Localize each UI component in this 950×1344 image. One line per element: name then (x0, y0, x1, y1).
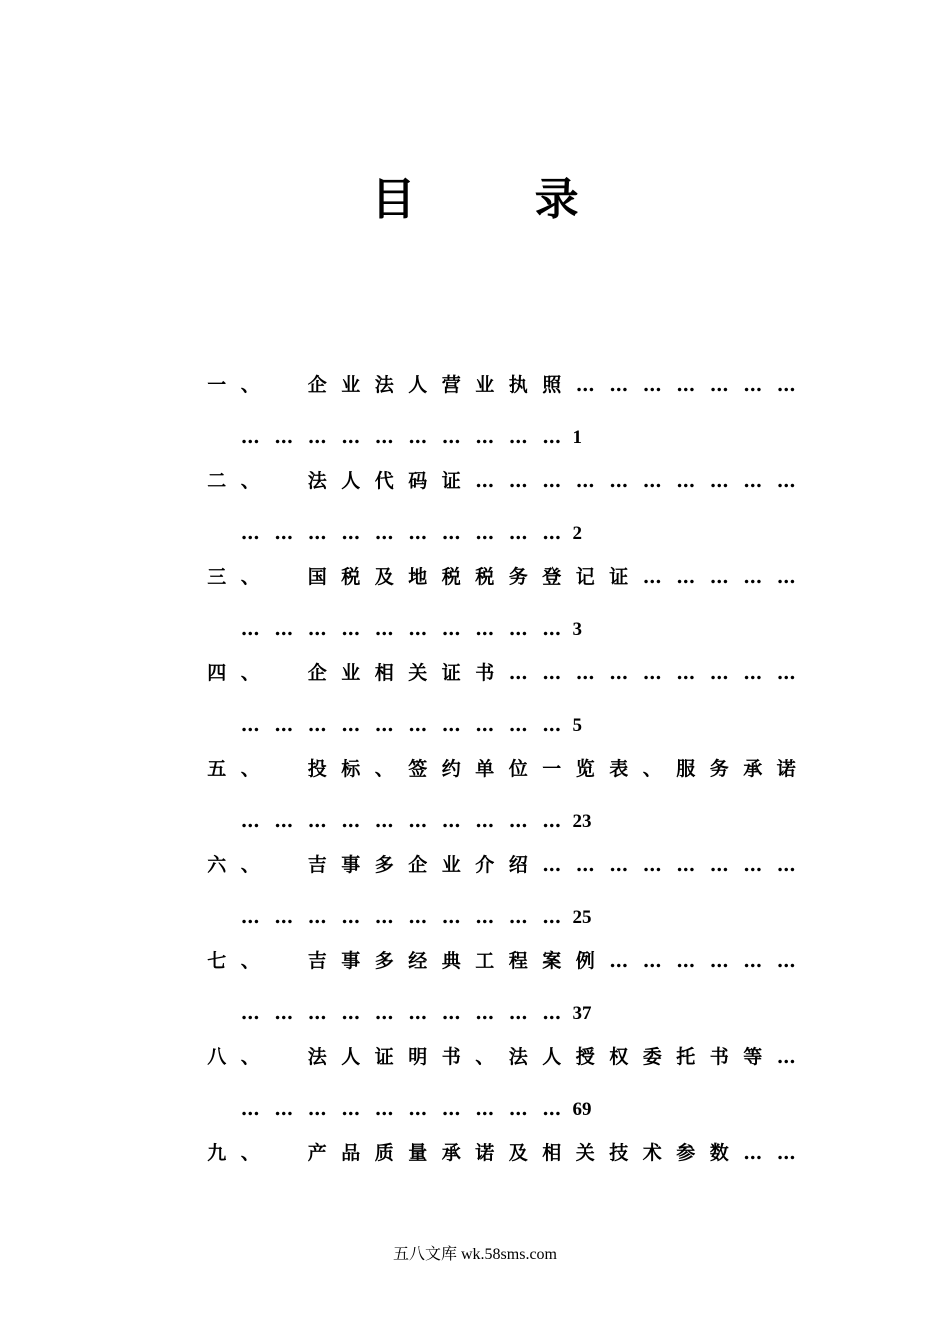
toc-char: 及 (508, 1142, 528, 1164)
toc-entry-title (301, 374, 569, 396)
leader-dots: … (307, 618, 327, 640)
toc-char: 表 (609, 758, 629, 780)
toc-char: 多 (374, 854, 394, 876)
toc-page-number: 25 (572, 907, 592, 928)
leader-dots: … (240, 906, 260, 928)
toc-page-number: 69 (572, 1099, 592, 1120)
toc-entry-number: 八 (207, 1046, 227, 1068)
toc-char: 证 (441, 662, 461, 684)
leader-dots: … (341, 906, 361, 928)
leader-dots: … (408, 1098, 428, 1120)
toc-page-number: 37 (572, 1003, 592, 1024)
toc-char: 事 (341, 854, 361, 876)
toc-entry[interactable] (200, 370, 803, 400)
leader-dots: … (575, 374, 595, 396)
toc-char: 品 (341, 1142, 361, 1164)
toc-char: 诺 (776, 758, 796, 780)
toc-entry-separator: 、 (240, 1046, 260, 1068)
page-title: 目 录 (371, 174, 631, 225)
leader-dots: … (441, 522, 461, 544)
toc-char: 相 (374, 662, 394, 684)
leader-dots: … (609, 950, 629, 972)
leader-dots: … (743, 854, 763, 876)
toc-char: 证 (374, 1046, 394, 1068)
toc-char: 及 (374, 566, 394, 588)
toc-char: 业 (441, 854, 461, 876)
leader-dots: … (307, 1002, 327, 1024)
toc-char: 量 (408, 1142, 428, 1164)
toc-char: 吉 (307, 950, 327, 972)
toc-char: 事 (341, 950, 361, 972)
leader-dots: … (709, 470, 729, 492)
toc-char: 税 (475, 566, 495, 588)
toc-entry-continuation (234, 422, 583, 452)
toc-char: 登 (542, 566, 562, 588)
toc-entry-continuation (234, 614, 583, 644)
leader-dots: … (709, 566, 729, 588)
leader-dots: … (508, 470, 528, 492)
leader-dots: … (307, 906, 327, 928)
leader-dots: … (408, 522, 428, 544)
toc-entry-title (301, 566, 636, 588)
leader-dots: … (475, 426, 495, 448)
toc-entry-number: 五 (207, 758, 227, 780)
toc-char: 执 (508, 374, 528, 396)
toc-char: 承 (441, 1142, 461, 1164)
leader-dots: … (274, 1098, 294, 1120)
leader-dots: … (475, 1002, 495, 1024)
leader-dots: … (374, 1002, 394, 1024)
leader-dots: … (508, 1098, 528, 1120)
toc-entry-continuation (234, 902, 592, 932)
toc-char: 记 (575, 566, 595, 588)
leader-dots: … (743, 950, 763, 972)
leader-dots: … (575, 662, 595, 684)
leader-dots: … (709, 950, 729, 972)
toc-char: 法 (374, 374, 394, 396)
toc-char: 标 (341, 758, 361, 780)
leader-dots: … (776, 566, 796, 588)
toc-char: 营 (441, 374, 461, 396)
leader-dots: … (240, 618, 260, 640)
leader-dots: … (743, 470, 763, 492)
leader-dots: … (240, 522, 260, 544)
toc-entry-separator: 、 (240, 1142, 260, 1164)
leader-dots: … (475, 1098, 495, 1120)
toc-char: 约 (441, 758, 461, 780)
toc-char: 照 (542, 374, 562, 396)
toc-char: 企 (408, 854, 428, 876)
toc-char: 相 (542, 1142, 562, 1164)
toc-entry-title (301, 854, 536, 876)
toc-entry-number: 九 (207, 1142, 227, 1164)
leader-dots: … (441, 1098, 461, 1120)
leader-dots: … (475, 470, 495, 492)
toc-char: 质 (374, 1142, 394, 1164)
toc-char: 代 (374, 470, 394, 492)
leader-dots: … (307, 1098, 327, 1120)
leader-dots: … (609, 854, 629, 876)
leader-dots: … (508, 1002, 528, 1024)
toc-char: 书 (441, 1046, 461, 1068)
leader-dots: … (441, 714, 461, 736)
leader-dots: … (776, 854, 796, 876)
toc-char: 位 (508, 758, 528, 780)
toc-entry[interactable] (200, 466, 803, 496)
leader-dots: … (441, 906, 461, 928)
leader-dots: … (508, 618, 528, 640)
leader-dots: … (743, 566, 763, 588)
toc-char: 法 (307, 1046, 327, 1068)
leader-dots: … (408, 906, 428, 928)
toc-page-number: 3 (572, 619, 582, 640)
toc-char: 人 (341, 1046, 361, 1068)
toc-entry-title (301, 470, 469, 492)
leader-dots: … (408, 810, 428, 832)
toc-char: 人 (341, 470, 361, 492)
leader-dots: … (642, 662, 662, 684)
leader-dots: … (676, 854, 696, 876)
leader-dots: … (240, 810, 260, 832)
toc-entry-title (301, 758, 804, 780)
toc-entry-continuation (234, 710, 583, 740)
toc-entry-number: 七 (207, 950, 227, 972)
toc-char: 书 (709, 1046, 729, 1068)
leader-dots: … (508, 810, 528, 832)
toc-page-number: 5 (572, 715, 582, 736)
leader-dots: … (374, 1098, 394, 1120)
leader-dots: … (441, 426, 461, 448)
leader-dots: … (374, 810, 394, 832)
leader-dots: … (776, 950, 796, 972)
toc-char: 税 (341, 566, 361, 588)
toc-entry-number: 六 (207, 854, 227, 876)
toc-char: 服 (676, 758, 696, 780)
leader-dots: … (475, 906, 495, 928)
leader-dots: … (374, 522, 394, 544)
toc-char: 企 (307, 374, 327, 396)
toc-entry[interactable] (200, 946, 803, 976)
leader-dots: … (508, 662, 528, 684)
leader-dots: … (441, 618, 461, 640)
toc-entry-number: 四 (207, 662, 227, 684)
toc-char: 产 (307, 1142, 327, 1164)
leader-dots: … (307, 714, 327, 736)
leader-dots: … (642, 950, 662, 972)
leader-dots: … (341, 1002, 361, 1024)
leader-dots: … (274, 426, 294, 448)
leader-dots: … (408, 426, 428, 448)
toc-char: 权 (609, 1046, 629, 1068)
leader-dots: … (609, 470, 629, 492)
leader-dots: … (307, 426, 327, 448)
leader-dots: … (743, 662, 763, 684)
leader-dots: … (542, 662, 562, 684)
toc-entry-number: 一 (207, 374, 227, 396)
toc-char: 绍 (508, 854, 528, 876)
toc-char: 参 (676, 1142, 696, 1164)
toc-char: 数 (709, 1142, 729, 1164)
toc-entry[interactable] (200, 562, 803, 592)
toc-entry[interactable] (200, 1138, 803, 1168)
toc-char: 经 (408, 950, 428, 972)
toc-entry-separator: 、 (240, 950, 260, 972)
toc-char: 吉 (307, 854, 327, 876)
leader-dots: … (240, 1002, 260, 1024)
leader-dots: … (475, 714, 495, 736)
toc-entry[interactable] (200, 850, 803, 880)
toc-char: 证 (441, 470, 461, 492)
leader-dots: … (341, 426, 361, 448)
leader-dots: … (508, 714, 528, 736)
leader-dots: … (542, 1098, 562, 1120)
leader-dots: … (709, 662, 729, 684)
leader-dots: … (776, 470, 796, 492)
toc-page-number: 23 (572, 811, 592, 832)
toc-char: 承 (743, 758, 763, 780)
leader-dots: … (274, 522, 294, 544)
leader-dots: … (676, 470, 696, 492)
toc-char: 企 (307, 662, 327, 684)
leader-dots: … (776, 1142, 796, 1164)
leader-dots: … (743, 374, 763, 396)
toc-char: 明 (408, 1046, 428, 1068)
leader-dots: … (408, 618, 428, 640)
toc-char: 工 (475, 950, 495, 972)
leader-dots: … (508, 906, 528, 928)
leader-dots: … (642, 470, 662, 492)
toc-page-number: 1 (572, 427, 582, 448)
toc-char: 税 (441, 566, 461, 588)
toc-entry[interactable] (200, 1042, 803, 1072)
leader-dots: … (441, 810, 461, 832)
toc-char: 码 (408, 470, 428, 492)
toc-char: 务 (709, 758, 729, 780)
toc-char: 投 (307, 758, 327, 780)
toc-entry-continuation (234, 518, 583, 548)
leader-dots: … (542, 810, 562, 832)
leader-dots: … (374, 618, 394, 640)
toc-char: 业 (341, 662, 361, 684)
leader-dots: … (408, 714, 428, 736)
leader-dots: … (642, 566, 662, 588)
toc-entry-title (301, 662, 502, 684)
leader-dots: … (609, 662, 629, 684)
toc-entry-title (301, 950, 603, 972)
toc-entry-separator: 、 (240, 662, 260, 684)
leader-dots: … (274, 714, 294, 736)
leader-dots: … (676, 374, 696, 396)
toc-entry[interactable] (200, 754, 803, 784)
leader-dots: … (274, 906, 294, 928)
leader-dots: … (542, 714, 562, 736)
toc-char: 、 (642, 758, 662, 780)
toc-char: 人 (408, 374, 428, 396)
leader-dots: … (776, 662, 796, 684)
toc-char: 委 (642, 1046, 662, 1068)
leader-dots: … (676, 662, 696, 684)
toc-char: 一 (542, 758, 562, 780)
toc-char: 案 (542, 950, 562, 972)
leader-dots: … (307, 522, 327, 544)
leader-dots: … (642, 854, 662, 876)
toc-entry-separator: 、 (240, 854, 260, 876)
leader-dots: … (240, 426, 260, 448)
leader-dots: … (776, 1046, 796, 1068)
toc-char: 关 (408, 662, 428, 684)
toc-entry-title (301, 1142, 737, 1164)
toc-entry-continuation (234, 998, 592, 1028)
toc-entry-separator: 、 (240, 758, 260, 780)
toc-char: 签 (408, 758, 428, 780)
leader-dots: … (274, 618, 294, 640)
toc-entry-number: 三 (207, 566, 227, 588)
toc-char: 介 (475, 854, 495, 876)
toc-char: 书 (475, 662, 495, 684)
leader-dots: … (508, 522, 528, 544)
leader-dots: … (575, 854, 595, 876)
leader-dots: … (609, 374, 629, 396)
leader-dots: … (542, 1002, 562, 1024)
toc-char: 法 (508, 1046, 528, 1068)
toc-char: 关 (575, 1142, 595, 1164)
toc-char: 托 (676, 1046, 696, 1068)
toc-entry-title (301, 1046, 770, 1068)
toc-entry-separator: 、 (240, 566, 260, 588)
toc-char: 多 (374, 950, 394, 972)
leader-dots: … (475, 618, 495, 640)
toc-char: 业 (341, 374, 361, 396)
toc-char: 、 (475, 1046, 495, 1068)
leader-dots: … (542, 618, 562, 640)
toc-entry[interactable] (200, 658, 803, 688)
leader-dots: … (642, 374, 662, 396)
leader-dots: … (307, 810, 327, 832)
leader-dots: … (341, 1098, 361, 1120)
toc-char: 单 (475, 758, 495, 780)
leader-dots: … (709, 854, 729, 876)
leader-dots: … (374, 714, 394, 736)
leader-dots: … (508, 426, 528, 448)
toc-char: 程 (508, 950, 528, 972)
toc-char: 人 (542, 1046, 562, 1068)
leader-dots: … (341, 810, 361, 832)
leader-dots: … (240, 714, 260, 736)
toc-char: 地 (408, 566, 428, 588)
toc-char: 证 (609, 566, 629, 588)
leader-dots: … (709, 374, 729, 396)
toc-char: 业 (475, 374, 495, 396)
leader-dots: … (542, 522, 562, 544)
toc-char: 例 (575, 950, 595, 972)
leader-dots: … (341, 714, 361, 736)
toc-char: 典 (441, 950, 461, 972)
leader-dots: … (475, 810, 495, 832)
leader-dots: … (743, 1142, 763, 1164)
leader-dots: … (274, 1002, 294, 1024)
leader-dots: … (542, 470, 562, 492)
leader-dots: … (475, 522, 495, 544)
leader-dots: … (240, 1098, 260, 1120)
leader-dots: … (274, 810, 294, 832)
leader-dots: … (676, 950, 696, 972)
toc-char: 法 (307, 470, 327, 492)
toc-entry-separator: 、 (240, 470, 260, 492)
leader-dots: … (676, 566, 696, 588)
leader-dots: … (374, 426, 394, 448)
leader-dots: … (441, 1002, 461, 1024)
leader-dots: … (542, 426, 562, 448)
toc-char: 授 (575, 1046, 595, 1068)
footer-watermark: 五八文库 wk.58sms.com (392, 1246, 557, 1263)
toc-char: 、 (374, 758, 394, 780)
toc-char: 术 (642, 1142, 662, 1164)
toc-char: 技 (609, 1142, 629, 1164)
toc-entry-continuation (234, 1094, 592, 1124)
toc-entry-separator: 、 (240, 374, 260, 396)
leader-dots: … (408, 1002, 428, 1024)
leader-dots: … (341, 522, 361, 544)
toc-char: 诺 (475, 1142, 495, 1164)
leader-dots: … (374, 906, 394, 928)
leader-dots: … (341, 618, 361, 640)
toc-entry-number: 二 (207, 470, 227, 492)
leader-dots: … (542, 854, 562, 876)
leader-dots: … (542, 906, 562, 928)
leader-dots: … (575, 470, 595, 492)
toc-entry-continuation (234, 806, 592, 836)
toc-char: 览 (575, 758, 595, 780)
toc-char: 国 (307, 566, 327, 588)
toc-page-number: 2 (572, 523, 582, 544)
toc-char: 务 (508, 566, 528, 588)
leader-dots: … (776, 374, 796, 396)
toc-char: 等 (743, 1046, 763, 1068)
